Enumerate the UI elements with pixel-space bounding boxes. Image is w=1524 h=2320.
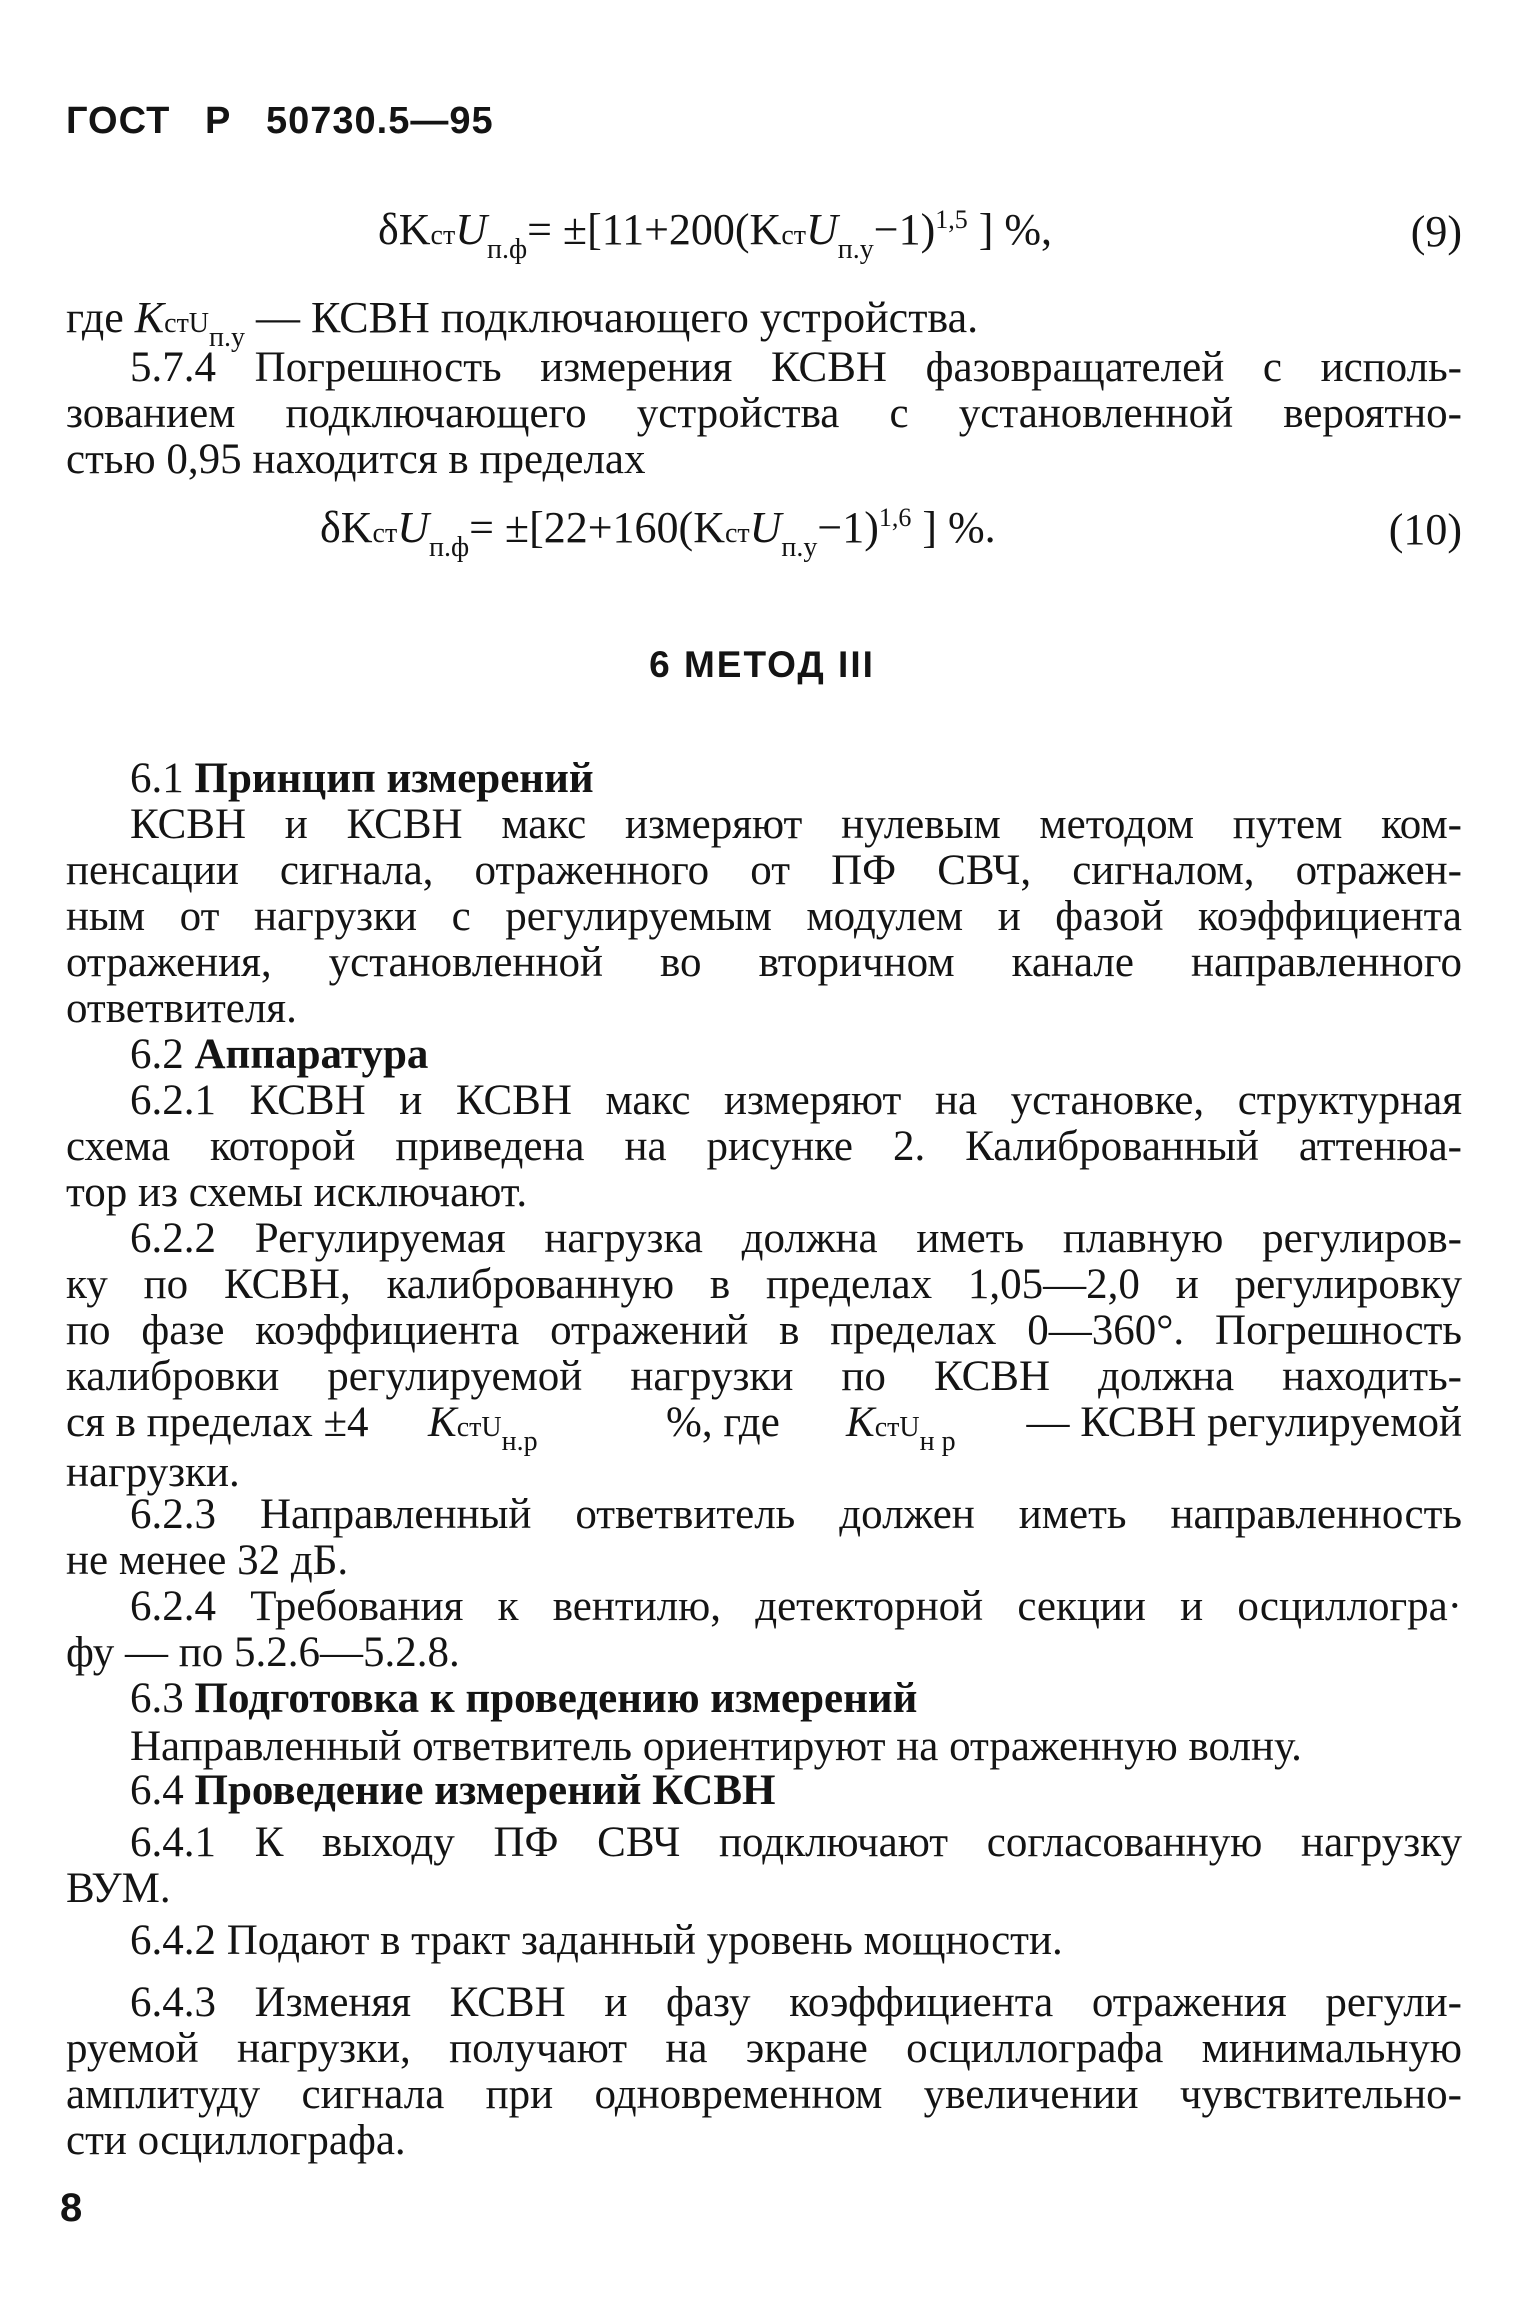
subsection-number: 6.4 (130, 1767, 184, 1814)
equation-number-9: (9) (1410, 207, 1462, 256)
formula-9-body-b: −1) (873, 205, 936, 254)
text-line: 6.2.2 Регулируемая нагрузка должна иметь плавную регулиров- (130, 1215, 1462, 1262)
text-line: по фазе коэффициента отражений в пределах 0—360°. Погрешность (66, 1307, 1462, 1354)
text-line: 6.4.2 Подают в тракт заданный уровень мощности. (130, 1917, 1063, 1964)
text-line: нагрузки. (66, 1449, 240, 1496)
formula-9-lhs: δK (378, 205, 431, 254)
subsection-number: 6.2 (130, 1031, 184, 1078)
formula-10-lhs-st: ст (372, 518, 398, 549)
text-line: КСВН и КСВН макс измеряют нулевым методом путем ком- (130, 801, 1462, 848)
text-line: 6.2.4 Требования к вентилю, детекторной секции и осциллогра· (130, 1583, 1462, 1630)
formula-9-lhs-sub: п.ф (486, 234, 528, 265)
formula-10-lhs-sub: п.ф (428, 532, 470, 563)
paragraph-6-2-3 (66, 1492, 1462, 1584)
subsection-heading (66, 1032, 1462, 1078)
document-header: ГОСТ Р 50730.5—95 (66, 100, 494, 142)
text-line: отражения, установленной во вторичном канале направленного (66, 939, 1462, 986)
formula-10-body-st: ст (724, 518, 750, 549)
section-title: 6 МЕТОД III (649, 644, 875, 685)
text-line: амплитуду сигнала при одновременном увеличении чувствительно- (66, 2071, 1462, 2118)
formula-10 (320, 502, 996, 563)
text-fragment: %, где (666, 1399, 780, 1446)
text-line: не менее 32 дБ. (66, 1537, 349, 1584)
where-prefix: где (66, 293, 124, 342)
inline-sub: н.р (501, 1426, 538, 1457)
text-line: 6.2.3 Направленный ответвитель должен иметь направленность (130, 1491, 1462, 1538)
text-line: пенсации сигнала, отраженного от ПФ СВЧ, сигналом, отражен- (66, 847, 1462, 894)
paragraph-6-2-2 (66, 1216, 1462, 1496)
formula-10-body-a: = ±[22+160(K (469, 503, 725, 552)
subsection-number: 6.1 (130, 755, 184, 802)
paragraph-6-4-3 (66, 1980, 1462, 2164)
subsection-title: Принцип измерений (194, 755, 594, 802)
subsection-title: Аппаратура (194, 1031, 429, 1078)
text-line: руемой нагрузки, получают на экране осциллографа минимальную (66, 2025, 1462, 2072)
formula-9-body-sub: п.у (837, 234, 874, 265)
formula-9-body-st: ст (781, 220, 807, 251)
text-line: зованием подключающего устройства с установленной вероятно- (66, 390, 1462, 437)
inline-k: K (428, 1399, 457, 1446)
text-fragment: — КСВН регулируемой (1026, 1399, 1462, 1446)
formula-9-body-a: = ±[11+200(K (527, 205, 782, 254)
inline-formula-1 (428, 1399, 538, 1457)
where-st: стU (164, 308, 210, 339)
where-line (66, 292, 979, 353)
text-line: ным от нагрузки с регулируемым модулем и фазой коэффициента (66, 893, 1462, 940)
subsection-heading (66, 1676, 1462, 1722)
text-line: ответвителя. (66, 985, 297, 1032)
formula-10-body-u: U (749, 503, 782, 552)
formula-10-exp: 1,6 (878, 503, 912, 532)
text-line: 6.2.1 КСВН и КСВН макс измеряют на установке, структурная (130, 1077, 1462, 1124)
formula-9-lhs-st: ст (430, 220, 456, 251)
where-text: — КСВН подключающего устройства. (256, 293, 979, 342)
text-line: сти осциллографа. (66, 2117, 406, 2164)
subsection-number: 6.3 (130, 1675, 184, 1722)
text-line: ВУМ. (66, 1865, 171, 1912)
formula-9-body-c: ] %, (967, 205, 1053, 254)
text-line: схема которой приведена на рисунке 2. Калиброванный аттенюа- (66, 1123, 1462, 1170)
text-fragment: ся в пределах ±4 (66, 1399, 369, 1446)
text-line: стью 0,95 находится в пределах (66, 436, 646, 483)
page-number: 8 (60, 2186, 83, 2230)
formula-10-lhs: δK (320, 503, 373, 552)
subsection-title: Проведение измерений КСВН (194, 1767, 776, 1814)
formula-10-body-c: ] %. (911, 503, 996, 552)
text-line: 5.7.4 Погрешность измерения КСВН фазовращателей с исполь- (130, 344, 1462, 391)
inline-k: K (846, 1399, 875, 1446)
subsection-heading (66, 1768, 1462, 1814)
text-line: ку по КСВН, калиброванную в пределах 1,05—2,0 и регулировку (66, 1261, 1462, 1308)
paragraph-6-2-1 (66, 1078, 1462, 1216)
text-line: 6.4.3 Изменяя КСВН и фазу коэффициента отражения регули- (130, 1979, 1462, 2026)
formula-10-body-sub: п.у (781, 532, 818, 563)
text-line: фу — по 5.2.6—5.2.8. (66, 1629, 460, 1676)
inline-st: стU (874, 1412, 920, 1443)
formula-9-lhs-u: U (455, 205, 487, 254)
paragraph-5-7-4 (66, 345, 1462, 483)
where-k: K (134, 293, 165, 342)
text-line: калибровки регулируемой нагрузки по КСВН должна находить- (66, 1353, 1462, 1400)
text-line: тор из схемы исключают. (66, 1169, 528, 1216)
subsection-heading (66, 756, 1462, 802)
paragraph-6-4-1 (66, 1820, 1462, 1912)
formula-10-lhs-u: U (397, 503, 429, 552)
text-line: Направленный ответвитель ориентируют на отраженную волну. (130, 1723, 1302, 1770)
text-line: 6.4.1 К выходу ПФ СВЧ подключают согласованную нагрузку (130, 1819, 1462, 1866)
paragraph-6-2-4 (66, 1584, 1462, 1676)
formula-10-body-b: −1) (817, 503, 879, 552)
inline-sub: н р (919, 1426, 956, 1457)
paragraph-6-4-2 (66, 1918, 1462, 1964)
formula-9-body-u: U (806, 205, 838, 254)
inline-formula-2 (846, 1399, 956, 1457)
inline-st: стU (456, 1412, 502, 1443)
subsection-title: Подготовка к проведению измерений (194, 1675, 918, 1722)
equation-number-10: (10) (1388, 505, 1462, 554)
section-6-3 (66, 1676, 1462, 1770)
section-6-1 (66, 756, 1462, 1032)
section-6-2 (66, 1032, 1462, 1078)
section-6-4 (66, 1768, 1462, 1814)
formula-9 (378, 204, 1053, 265)
formula-9-exp: 1,5 (935, 205, 968, 234)
where-sub: п.у (209, 322, 246, 353)
text-line-with-formula (66, 1399, 1462, 1457)
